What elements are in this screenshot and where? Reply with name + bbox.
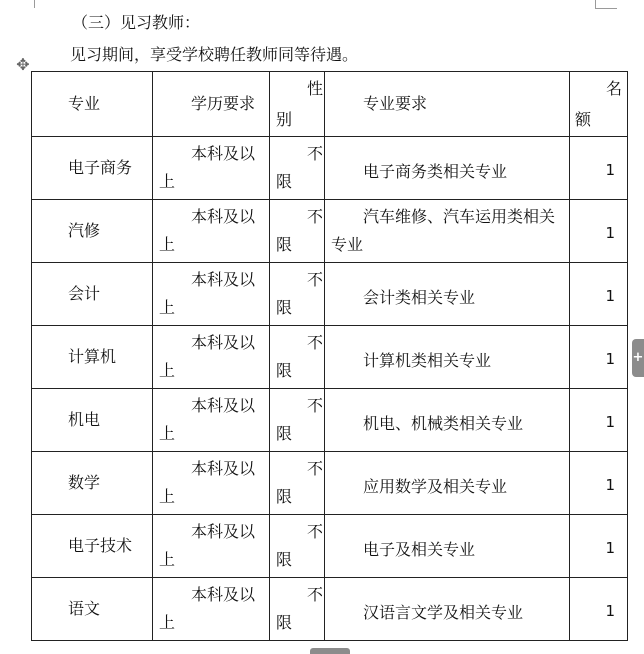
gender-text-cont: 限 (276, 298, 293, 317)
education-text: 本科及以 (191, 585, 256, 604)
cell-quota (570, 389, 628, 452)
education-text-cont: 上 (159, 172, 176, 191)
cell-requirement (325, 326, 570, 389)
education-text-cont: 上 (159, 361, 176, 380)
education-text: 本科及以 (191, 522, 256, 541)
quota-text: 1 (605, 539, 615, 557)
cell-major (32, 137, 153, 200)
major-text: 电子技术 (68, 536, 133, 555)
cell-major (32, 326, 153, 389)
gender-text: 不 (306, 459, 323, 478)
table-row (32, 326, 628, 389)
cell-education (153, 326, 270, 389)
requirement-text: 计算机类相关专业 (363, 351, 492, 370)
table-row (32, 389, 628, 452)
positions-table (31, 71, 628, 641)
cell-education (153, 452, 270, 515)
cell-gender (270, 452, 325, 515)
cell-education (153, 263, 270, 326)
education-text: 本科及以 (191, 459, 256, 478)
cell-quota (570, 578, 628, 641)
gender-text-cont: 限 (276, 235, 293, 254)
gender-text-cont: 限 (276, 613, 293, 632)
education-text: 本科及以 (191, 396, 256, 415)
cell-gender (270, 200, 325, 263)
cell-quota (570, 263, 628, 326)
cell-requirement (325, 263, 570, 326)
cell-gender (270, 515, 325, 578)
quota-text: 1 (605, 413, 615, 431)
requirement-text: 机电、机械类相关专业 (363, 414, 524, 433)
requirement-text-cont: 专业 (331, 235, 364, 254)
quota-text: 1 (605, 350, 615, 368)
cell-quota (570, 137, 628, 200)
education-text: 本科及以 (191, 333, 256, 352)
cell-education (153, 200, 270, 263)
gender-text: 不 (306, 396, 323, 415)
gender-text: 不 (306, 522, 323, 541)
header-major: 专业 (32, 72, 153, 137)
margin-corner-mark (595, 0, 596, 8)
major-text: 会计 (68, 284, 101, 303)
requirement-text: 应用数学及相关专业 (363, 477, 508, 496)
gender-text: 不 (306, 333, 323, 352)
cell-major (32, 452, 153, 515)
gender-text-cont: 限 (276, 550, 293, 569)
cell-requirement (325, 515, 570, 578)
cell-education (153, 389, 270, 452)
cell-education (153, 578, 270, 641)
cell-gender (270, 389, 325, 452)
major-text: 数学 (68, 473, 101, 492)
education-text-cont: 上 (159, 487, 176, 506)
cell-education (153, 515, 270, 578)
requirement-text: 汽车维修、汽车运用类相关 (363, 207, 556, 226)
table-row (32, 452, 628, 515)
table-header-row (32, 72, 628, 137)
cell-requirement (325, 200, 570, 263)
gender-text: 不 (306, 585, 323, 604)
gender-text-cont: 限 (276, 172, 293, 191)
cell-requirement (325, 578, 570, 641)
gender-text-cont: 限 (276, 487, 293, 506)
gender-text: 不 (306, 207, 323, 226)
cell-major (32, 515, 153, 578)
table-row (32, 137, 628, 200)
intro-paragraph: 见习期间，享受学校聘任教师同等待遇。 (70, 45, 359, 64)
education-text: 本科及以 (191, 270, 256, 289)
table-row (32, 578, 628, 641)
move-arrows-icon[interactable]: ✥ (16, 55, 30, 74)
cell-requirement (325, 389, 570, 452)
cell-quota (570, 326, 628, 389)
major-text: 计算机 (68, 347, 117, 366)
margin-corner-mark (34, 0, 35, 8)
margin-corner-mark (595, 8, 617, 9)
education-text: 本科及以 (191, 144, 256, 163)
requirement-text: 电子及相关专业 (363, 540, 476, 559)
cell-major (32, 200, 153, 263)
header-education: 学历要求 (153, 72, 270, 137)
education-text-cont: 上 (159, 235, 176, 254)
education-text-cont: 上 (159, 298, 176, 317)
quota-text: 1 (605, 476, 615, 494)
cell-requirement (325, 137, 570, 200)
page-resize-handle[interactable] (310, 648, 350, 654)
cell-requirement (325, 452, 570, 515)
gender-text: 不 (306, 270, 323, 289)
quota-text: 1 (605, 161, 615, 179)
gender-text: 不 (306, 144, 323, 163)
education-text-cont: 上 (159, 424, 176, 443)
cell-quota (570, 200, 628, 263)
cell-major (32, 389, 153, 452)
table-row (32, 515, 628, 578)
cell-gender (270, 578, 325, 641)
gender-text-cont: 限 (276, 361, 293, 380)
major-text: 机电 (68, 410, 101, 429)
major-text: 语文 (68, 599, 101, 618)
major-text: 电子商务 (68, 158, 133, 177)
requirement-text: 汉语言文学及相关专业 (363, 603, 524, 622)
table-row (32, 263, 628, 326)
cell-quota (570, 515, 628, 578)
education-text-cont: 上 (159, 613, 176, 632)
header-requirement: 专业要求 (325, 72, 570, 137)
cell-gender (270, 263, 325, 326)
requirement-text: 会计类相关专业 (363, 288, 476, 307)
plus-icon[interactable]: + (632, 339, 644, 377)
education-text: 本科及以 (191, 207, 256, 226)
table-row (32, 200, 628, 263)
header-quota: 名 额 (570, 72, 628, 137)
section-heading: （三）见习教师： (72, 13, 201, 32)
quota-text: 1 (605, 224, 615, 242)
requirement-text: 电子商务类相关专业 (363, 162, 508, 181)
gender-text-cont: 限 (276, 424, 293, 443)
cell-major (32, 263, 153, 326)
education-text-cont: 上 (159, 550, 176, 569)
cell-gender (270, 137, 325, 200)
cell-quota (570, 452, 628, 515)
major-text: 汽修 (68, 221, 101, 240)
header-gender: 性 别 (270, 72, 325, 137)
quota-text: 1 (605, 602, 615, 620)
cell-major (32, 578, 153, 641)
quota-text: 1 (605, 287, 615, 305)
cell-gender (270, 326, 325, 389)
cell-education (153, 137, 270, 200)
